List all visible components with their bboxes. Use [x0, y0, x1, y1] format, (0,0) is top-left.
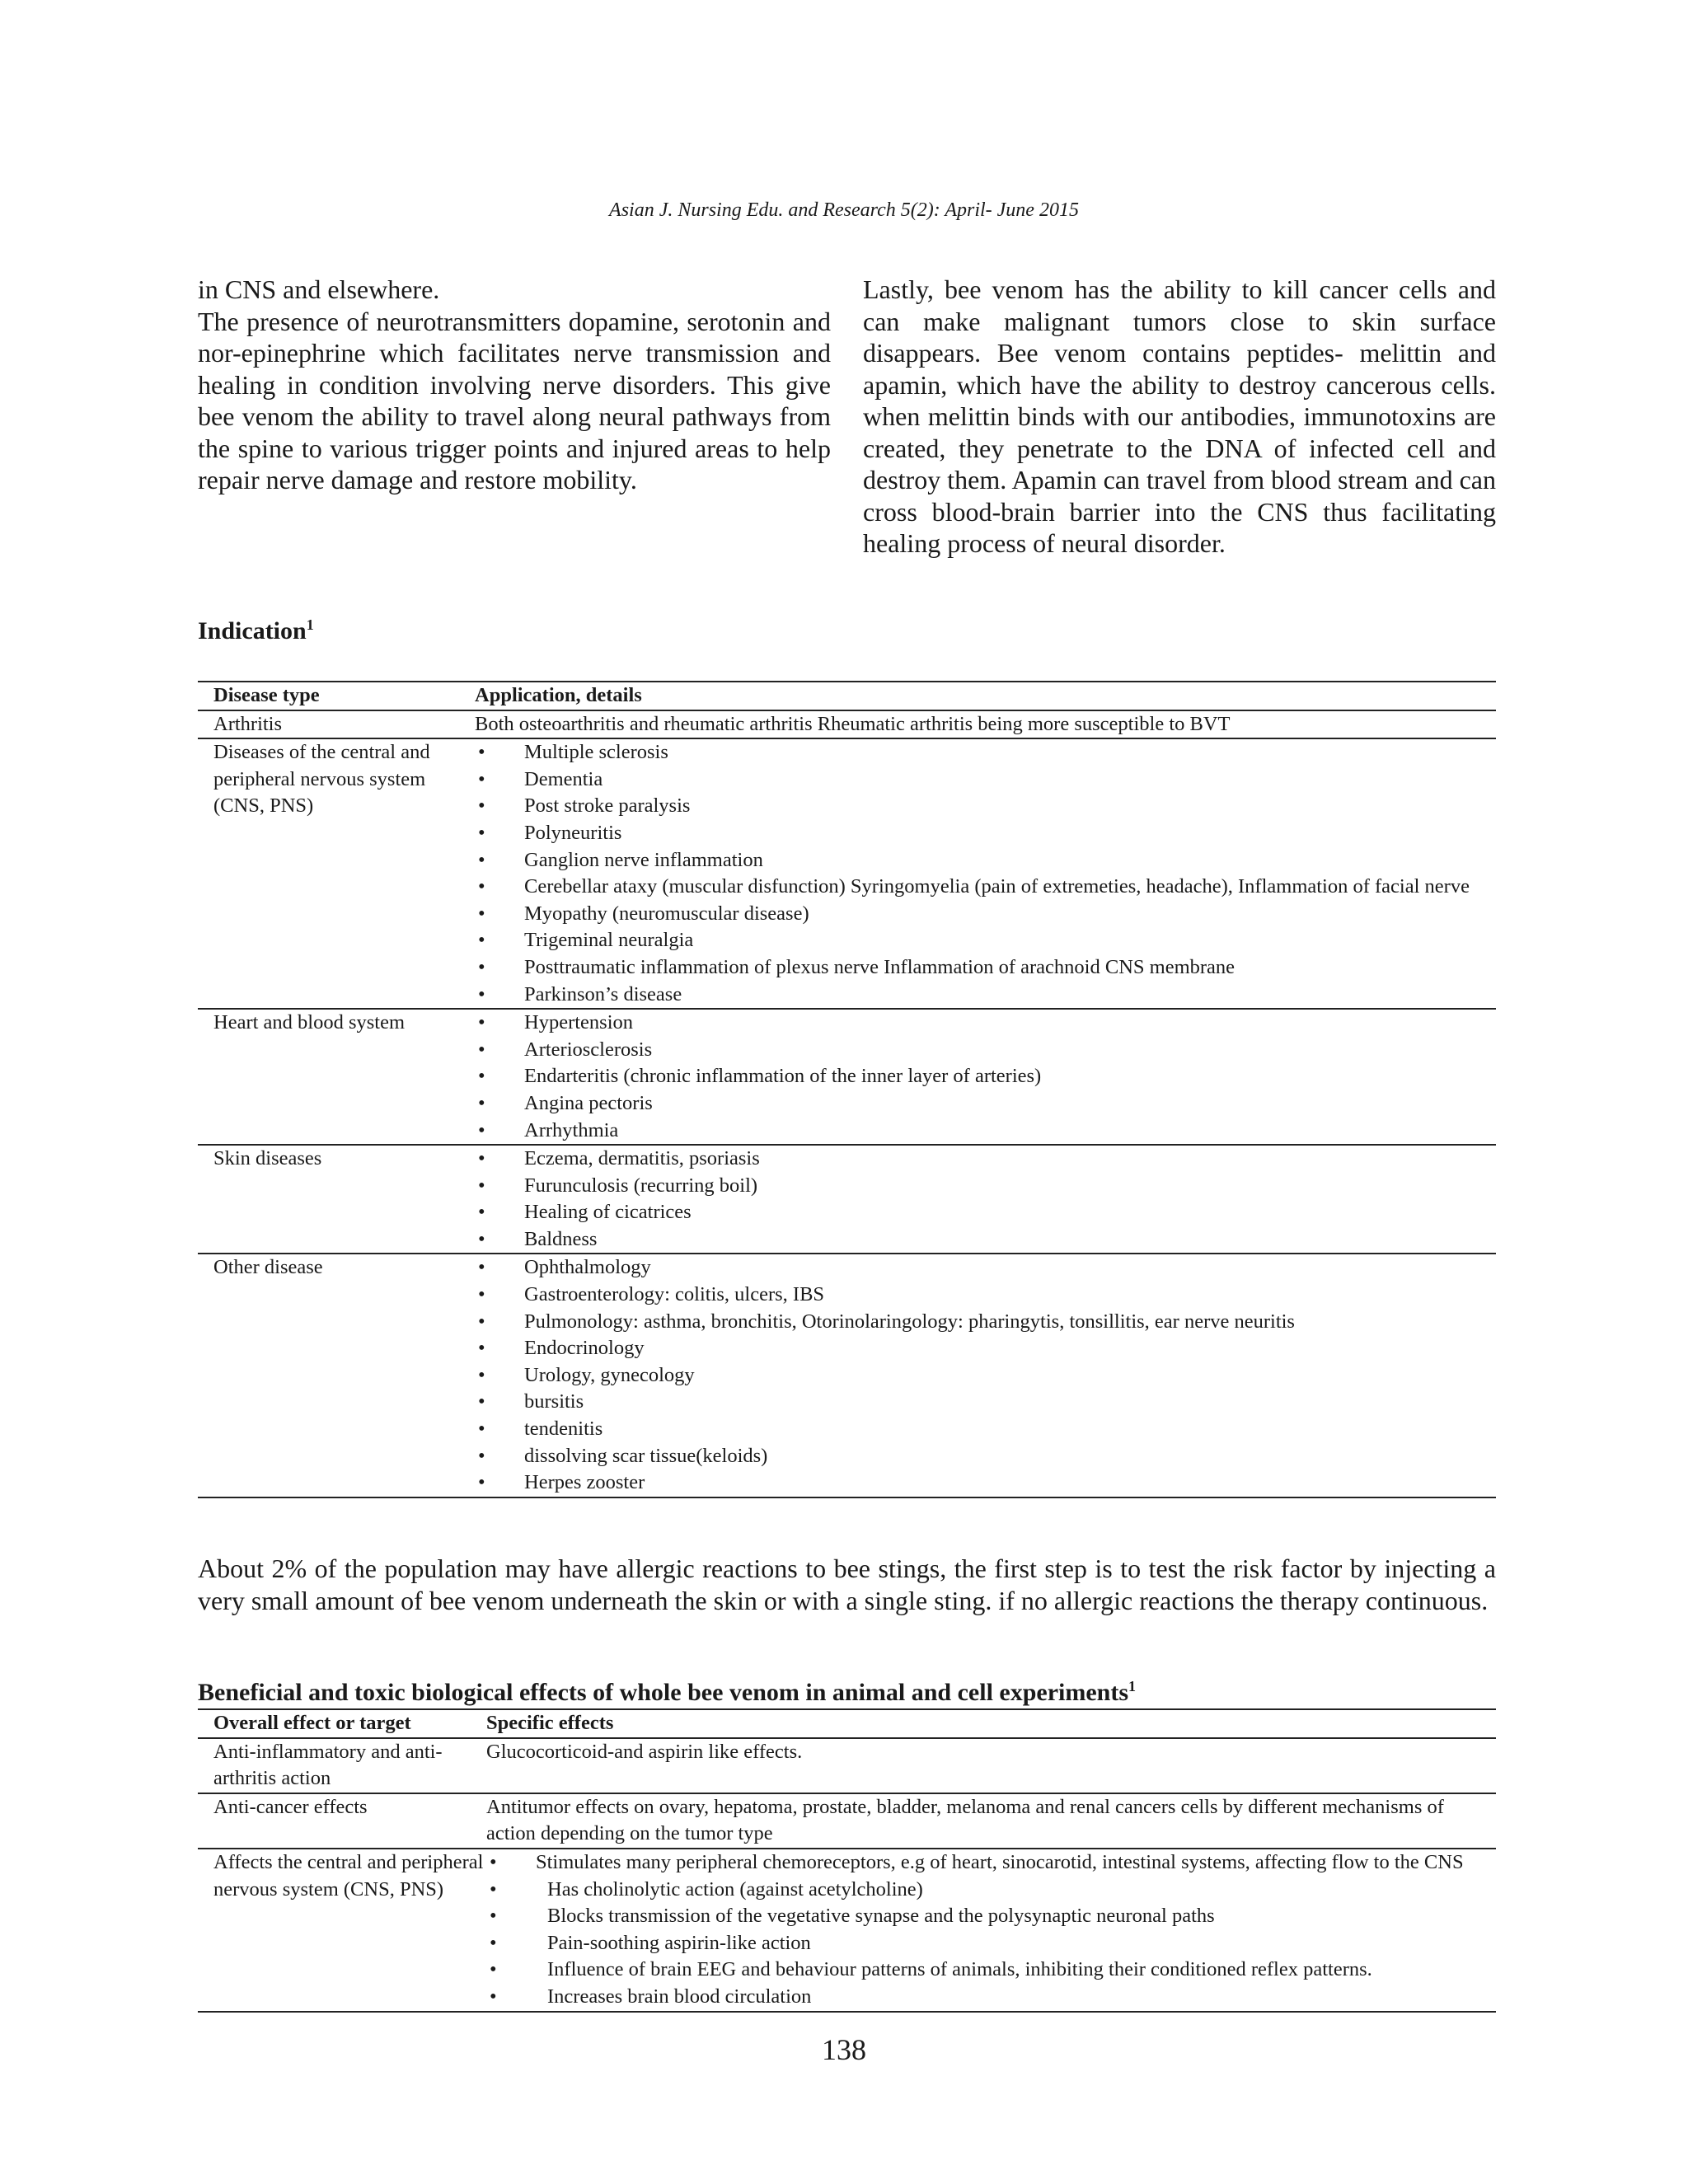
list-item: • Furunculosis (recurring boil)	[475, 1173, 1496, 1200]
list-item: • Post stroke paralysis	[475, 793, 1496, 820]
page-number: 138	[822, 2033, 866, 2066]
indication-heading	[198, 616, 314, 645]
indication-table-header	[198, 682, 1496, 710]
list-item: • Arrhythmia	[475, 1118, 1496, 1145]
table-row	[198, 1849, 1496, 2012]
list-item: • Ganglion nerve inflammation	[475, 847, 1496, 874]
target-cell: Anti-cancer effects	[198, 1793, 486, 1849]
disease-type-cell: Heart and blood system	[198, 1009, 475, 1145]
right-column-paragraph: Lastly, bee venom has the ability to kill cancer cells and can make malignant tumors close to skin surface disappears. Bee venom contains peptides- melittin and apamin, which have the ability to destroy cancerous cells. when melittin binds with our antibodies, immunotoxins are created, they penetrate to the DNA of infected cell and destroy them. Apamin can travel from blood stream and can cross blood-brain barrier into the CNS thus facilitating healing process of neural disorder.	[863, 274, 1496, 558]
running-header: Asian J. Nursing Edu. and Research 5(2): April- June 2015	[609, 199, 1079, 221]
effects-table	[198, 1708, 1496, 2013]
list-item: • Eczema, dermatitis, psoriasis	[475, 1146, 1496, 1173]
table-row	[198, 1738, 1496, 1793]
col-header-disease-type: Disease type	[198, 682, 475, 710]
list-item: • Posttraumatic inflammation of plexus nerve Inflammation of arachnoid CNS membrane	[475, 954, 1496, 982]
table-row	[198, 1009, 1496, 1145]
list-item: • Polyneuritis	[475, 820, 1496, 847]
disease-type-cell: Other disease	[198, 1254, 475, 1497]
bullet-list	[475, 739, 1496, 1008]
two-column-body	[198, 274, 1496, 560]
application-cell	[475, 738, 1496, 1009]
list-item: • Stimulates many peripheral chemoreceptors, e.g of heart, sinocarotid, intestinal systems, affecting flow to the CNS	[486, 1849, 1496, 1877]
left-column-line-1: in CNS and elsewhere.	[198, 274, 440, 304]
list-item: • Parkinson’s disease	[475, 982, 1496, 1009]
list-item: • Has cholinolytic action (against acetylcholine)	[486, 1877, 1496, 1904]
list-item: • Pain-soothing aspirin-like action	[486, 1930, 1496, 1957]
effects-cell: Antitumor effects on ovary, hepatoma, prostate, bladder, melanoma and renal cancers cells by different mechanisms of action depending on the tumor type	[486, 1793, 1496, 1849]
application-cell	[475, 1145, 1496, 1254]
bullet-list	[475, 1254, 1496, 1496]
list-item: • tendenitis	[475, 1416, 1496, 1443]
table-row	[198, 738, 1496, 1009]
indication-table	[198, 681, 1496, 1498]
list-item: • bursitis	[475, 1389, 1496, 1416]
left-column-paragraph: The presence of neurotransmitters dopamine, serotonin and nor-epinephrine which facilitates nerve transmission and healing in condition involving nerve disorders. This give bee venom the ability to travel along neural pathways from the spine to various trigger points and injured areas to help repair nerve damage and restore mobility.	[198, 306, 831, 494]
effects-cell	[486, 1849, 1496, 2012]
table-row	[198, 1793, 1496, 1849]
list-item: • Increases brain blood circulation	[486, 1984, 1496, 2011]
effects-heading	[198, 1678, 1136, 1707]
disease-type-cell: Diseases of the central and peripheral nervous system (CNS, PNS)	[198, 738, 475, 1009]
list-item: • Pulmonology: asthma, bronchitis, Otorinolaringology: pharingytis, tonsillitis, ear nerve neuritis	[475, 1309, 1496, 1336]
list-item: • Influence of brain EEG and behaviour patterns of animals, inhibiting their conditioned reflex patterns.	[486, 1957, 1496, 1984]
application-cell	[475, 1009, 1496, 1145]
bullet-list	[486, 1849, 1496, 2011]
effects-table-header	[198, 1709, 1496, 1738]
effects-cell: Glucocorticoid-and aspirin like effects.	[486, 1738, 1496, 1793]
list-item: • Endarteritis (chronic inflammation of the inner layer of arteries)	[475, 1063, 1496, 1090]
list-item: • Blocks transmission of the vegetative synapse and the polysynaptic neuronal paths	[486, 1903, 1496, 1930]
target-cell: Affects the central and peripheral nervous system (CNS, PNS)	[198, 1849, 486, 2012]
target-cell: Anti-inflammatory and anti- arthritis action	[198, 1738, 486, 1793]
col-header-specific-effects: Specific effects	[486, 1709, 1496, 1738]
bullet-list	[475, 1010, 1496, 1144]
list-item: • Trigeminal neuralgia	[475, 927, 1496, 954]
effects-citation: 1	[1128, 1678, 1137, 1694]
table-row	[198, 710, 1496, 739]
list-item: • Myopathy (neuromuscular disease)	[475, 901, 1496, 928]
table-row	[198, 1145, 1496, 1254]
left-column	[198, 274, 831, 560]
bullet-list	[475, 1146, 1496, 1253]
list-item: • Multiple sclerosis	[475, 739, 1496, 766]
list-item: • Endocrinology	[475, 1335, 1496, 1362]
col-header-overall-effect: Overall effect or target	[198, 1709, 486, 1738]
list-item: • Arteriosclerosis	[475, 1037, 1496, 1064]
application-cell: Both osteoarthritis and rheumatic arthritis Rheumatic arthritis being more susceptible to BVT	[475, 710, 1496, 739]
list-item: • Urology, gynecology	[475, 1362, 1496, 1390]
list-item: • Dementia	[475, 766, 1496, 794]
list-item: • dissolving scar tissue(keloids)	[475, 1443, 1496, 1470]
effects-title: Beneficial and toxic biological effects of whole bee venom in animal and cell experiments	[198, 1679, 1129, 1706]
list-item: • Ophthalmology	[475, 1254, 1496, 1282]
list-item: • Gastroenterology: colitis, ulcers, IBS	[475, 1282, 1496, 1309]
application-cell	[475, 1254, 1496, 1497]
list-item: • Baldness	[475, 1226, 1496, 1254]
indication-title: Indication	[198, 617, 307, 644]
list-item: • Cerebellar ataxy (muscular disfunction) Syringomyelia (pain of extremeties, headache), Inflammation of facial nerve	[475, 874, 1496, 901]
col-header-application: Application, details	[475, 682, 1496, 710]
disease-type-cell: Skin diseases	[198, 1145, 475, 1254]
list-item: • Healing of cicatrices	[475, 1199, 1496, 1226]
list-item: • Herpes zooster	[475, 1469, 1496, 1497]
list-item: • Angina pectoris	[475, 1090, 1496, 1118]
table-row	[198, 1254, 1496, 1497]
indication-citation: 1	[306, 616, 314, 633]
right-column	[863, 274, 1496, 560]
disease-type-cell: Arthritis	[198, 710, 475, 739]
allergy-paragraph: About 2% of the population may have allergic reactions to bee stings, the first step is to test the risk factor by injecting a very small amount of bee venom underneath the skin or with a single sting. if no allergic reactions the therapy continuous.	[198, 1554, 1496, 1615]
list-item: • Hypertension	[475, 1010, 1496, 1037]
